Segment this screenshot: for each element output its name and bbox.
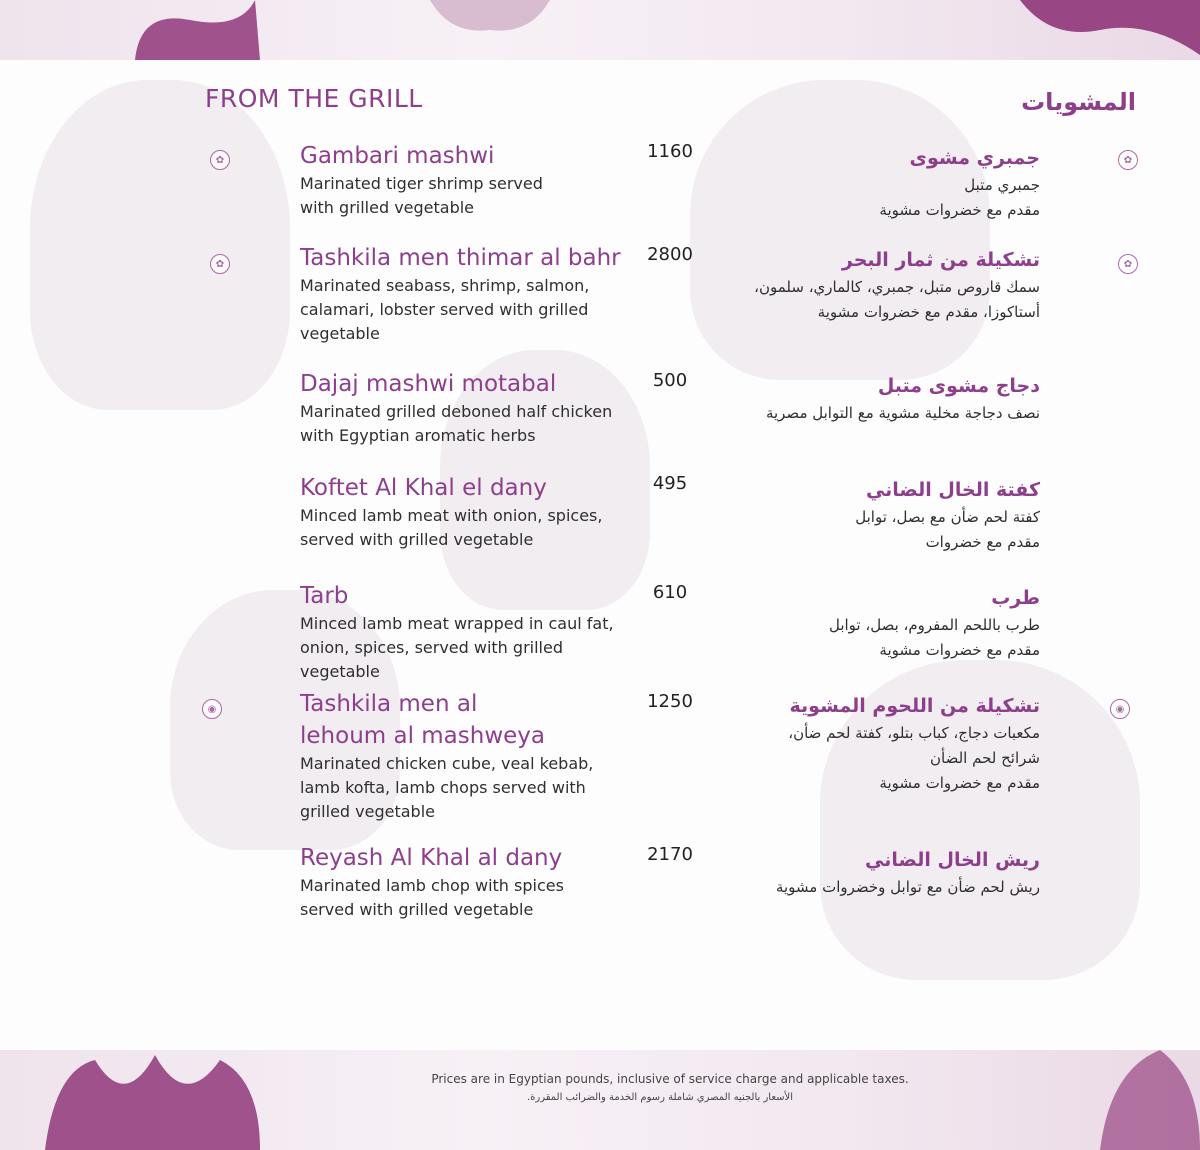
henna-pattern-icon [1010, 0, 1200, 60]
item-name-en: Tashkila men thimar al bahr [300, 245, 621, 271]
item-description-en: Marinated chicken cube, veal kebab, lamb kofta, lamb chops served with grilled vegetable [300, 754, 594, 821]
shell-icon: ✿ [210, 254, 230, 274]
item-description-ar: نصف دجاجة مخلية مشوية مع التوابل مصرية [765, 404, 1040, 422]
henna-pattern-icon [130, 0, 260, 60]
item-price: 1250 [647, 691, 693, 712]
menu-item-ar [540, 845, 1040, 900]
item-price: 2170 [647, 844, 693, 865]
menu-item-ar [540, 475, 1040, 555]
item-price: 495 [652, 473, 688, 494]
item-description-en: Marinated lamb chop with spices served with grilled vegetable [300, 876, 564, 919]
section-title-en: FROM THE GRILL [205, 84, 423, 113]
hamsa-watermark [690, 80, 990, 380]
item-name-en: Gambari mashwi [300, 143, 495, 169]
price-note-en: Prices are in Egyptian pounds, inclusive of service charge and applicable taxes. [431, 1072, 909, 1086]
item-description-en: Minced lamb meat wrapped in caul fat, onion, spices, served with grilled vegetable [300, 614, 614, 681]
item-name-ar: طرب [991, 587, 1040, 609]
item-name-ar: تشكيلة من اللحوم المشوية [789, 695, 1040, 717]
item-description-ar: مكعبات دجاج، كباب بتلو، كفتة لحم ضأن، شرائح لحم الضأن مقدم مع خضروات مشوية [788, 724, 1040, 792]
meat-icon: ◉ [1110, 699, 1130, 719]
menu-item-ar [540, 371, 1040, 426]
item-name-en: Reyash Al Khal al dany [300, 845, 563, 871]
top-decorative-band [0, 0, 1200, 60]
item-name-ar: ريش الخال الضاني [865, 849, 1040, 871]
menu-item-ar [540, 691, 1040, 796]
item-description-ar: سمك قاروص متبل، جمبري، كالماري، سلمون، أستاكوزا، مقدم مع خضروات مشوية [754, 278, 1040, 321]
menu-item-ar [540, 143, 1040, 223]
meat-icon: ◉ [202, 699, 222, 719]
henna-pattern-icon [430, 0, 550, 40]
price-note-ar: الأسعار بالجنيه المصري شاملة رسوم الخدمة والضرائب المقررة. [526, 1092, 794, 1103]
item-name-ar: كفتة الخال الضاني [865, 479, 1040, 501]
item-name-en: Dajaj mashwi motabal [300, 371, 557, 397]
item-price: 1160 [647, 141, 693, 162]
item-price: 610 [652, 582, 688, 603]
item-price: 2800 [647, 244, 693, 265]
item-name-ar: تشكيلة من ثمار البحر [841, 249, 1040, 271]
item-name-en: Tarb [300, 583, 349, 609]
menu-item-ar [540, 583, 1040, 663]
item-description-en: Minced lamb meat with onion, spices, served with grilled vegetable [300, 506, 603, 549]
item-description-en: Marinated tiger shrimp served with grilled vegetable [300, 174, 543, 217]
menu-item-ar [540, 245, 1040, 325]
shell-icon: ✿ [1118, 150, 1138, 170]
item-price: 500 [652, 370, 688, 391]
shell-icon: ✿ [1118, 254, 1138, 274]
item-description-ar: كفتة لحم ضأن مع بصل، توابل مقدم مع خضروات [855, 508, 1040, 551]
section-title-ar: المشويات [1021, 88, 1136, 116]
item-description-ar: طرب باللحم المفروم، بصل، توابل مقدم مع خضروات مشوية [828, 616, 1040, 659]
item-name-ar: دجاج مشوى متبل [877, 375, 1040, 397]
item-description-ar: ريش لحم ضأن مع توابل وخضروات مشوية [775, 878, 1040, 896]
shell-icon: ✿ [210, 150, 230, 170]
item-description-en: Marinated seabass, shrimp, salmon, calamari, lobster served with grilled vegetable [300, 276, 590, 343]
item-name-en: Koftet Al Khal el dany [300, 475, 547, 501]
item-description-ar: جمبري متبل مقدم مع خضروات مشوية [879, 176, 1040, 219]
item-name-ar: جمبري مشوى [909, 147, 1040, 169]
hamsa-watermark [30, 80, 290, 410]
item-description-en: Marinated grilled deboned half chicken with Egyptian aromatic herbs [300, 402, 613, 445]
item-name-en: Tashkila men al lehoum al mashweya [300, 691, 546, 749]
